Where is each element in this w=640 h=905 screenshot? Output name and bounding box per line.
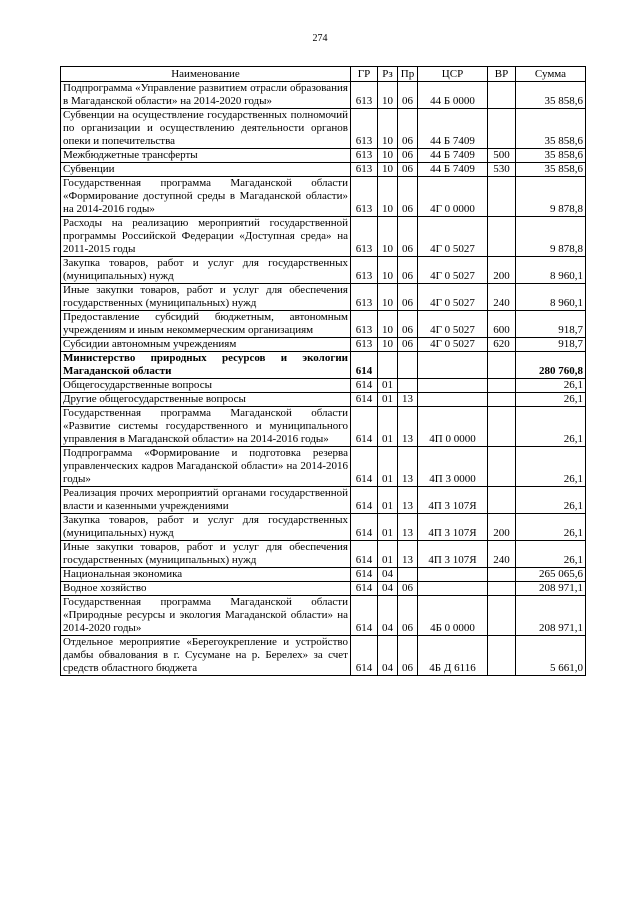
cell-vr: 600 bbox=[488, 311, 516, 338]
cell-csr: 44 Б 7409 bbox=[418, 149, 488, 163]
cell-pr: 06 bbox=[398, 596, 418, 636]
cell-gr: 614 bbox=[351, 541, 378, 568]
table-row bbox=[61, 487, 586, 514]
table-row bbox=[61, 338, 586, 352]
cell-gr: 613 bbox=[351, 109, 378, 149]
cell-csr: 4Г 0 5027 bbox=[418, 338, 488, 352]
table-row bbox=[61, 393, 586, 407]
cell-pr: 06 bbox=[398, 82, 418, 109]
cell-rz: 10 bbox=[378, 82, 398, 109]
cell-sum: 35 858,6 bbox=[516, 82, 586, 109]
cell-pr: 06 bbox=[398, 163, 418, 177]
cell-rz bbox=[378, 352, 398, 379]
cell-csr bbox=[418, 352, 488, 379]
cell-sum: 35 858,6 bbox=[516, 163, 586, 177]
cell-name: Общегосударственные вопросы bbox=[61, 379, 351, 393]
cell-pr: 06 bbox=[398, 217, 418, 257]
cell-gr: 613 bbox=[351, 163, 378, 177]
cell-csr: 44 Б 0000 bbox=[418, 82, 488, 109]
cell-pr: 06 bbox=[398, 636, 418, 676]
cell-vr bbox=[488, 568, 516, 582]
cell-pr bbox=[398, 568, 418, 582]
table-row bbox=[61, 514, 586, 541]
cell-pr: 06 bbox=[398, 338, 418, 352]
cell-csr: 4П 3 107Я bbox=[418, 487, 488, 514]
cell-name: Расходы на реализацию мероприятий государственной программы Российской Федерации «Доступная среда» на 2011-2015 годы bbox=[61, 217, 351, 257]
cell-vr: 200 bbox=[488, 514, 516, 541]
cell-vr: 200 bbox=[488, 257, 516, 284]
cell-name: Подпрограмма «Формирование и подготовка резерва управленческих кадров Магаданской области» на 2014-2016 годы» bbox=[61, 447, 351, 487]
cell-gr: 614 bbox=[351, 352, 378, 379]
cell-name: Государственная программа Магаданской области «Формирование доступной среды в Магаданской области» на 2014-2016 годы» bbox=[61, 177, 351, 217]
cell-vr bbox=[488, 177, 516, 217]
cell-vr: 620 bbox=[488, 338, 516, 352]
cell-rz: 10 bbox=[378, 149, 398, 163]
cell-pr: 06 bbox=[398, 257, 418, 284]
cell-pr: 13 bbox=[398, 487, 418, 514]
cell-pr: 06 bbox=[398, 311, 418, 338]
cell-gr: 613 bbox=[351, 82, 378, 109]
cell-rz: 01 bbox=[378, 379, 398, 393]
cell-gr: 614 bbox=[351, 568, 378, 582]
cell-gr: 614 bbox=[351, 582, 378, 596]
cell-sum: 26,1 bbox=[516, 407, 586, 447]
cell-vr: 500 bbox=[488, 149, 516, 163]
header-name: Наименование bbox=[61, 67, 351, 82]
cell-name: Водное хозяйство bbox=[61, 582, 351, 596]
cell-pr: 06 bbox=[398, 582, 418, 596]
cell-pr: 06 bbox=[398, 284, 418, 311]
header-sum: Сумма bbox=[516, 67, 586, 82]
cell-pr: 13 bbox=[398, 407, 418, 447]
table-row bbox=[61, 596, 586, 636]
cell-rz: 10 bbox=[378, 217, 398, 257]
table-row bbox=[61, 257, 586, 284]
cell-csr: 4П 3 107Я bbox=[418, 514, 488, 541]
cell-gr: 614 bbox=[351, 636, 378, 676]
cell-vr bbox=[488, 596, 516, 636]
cell-csr: 4Б 0 0000 bbox=[418, 596, 488, 636]
table-header-row bbox=[61, 67, 586, 82]
header-vr: ВР bbox=[488, 67, 516, 82]
cell-name: Иные закупки товаров, работ и услуг для обеспечения государственных (муниципальных) нужд bbox=[61, 541, 351, 568]
cell-vr bbox=[488, 636, 516, 676]
cell-gr: 614 bbox=[351, 407, 378, 447]
cell-sum: 918,7 bbox=[516, 311, 586, 338]
cell-pr: 06 bbox=[398, 149, 418, 163]
cell-csr bbox=[418, 393, 488, 407]
cell-rz: 10 bbox=[378, 109, 398, 149]
cell-rz: 10 bbox=[378, 338, 398, 352]
cell-csr: 44 Б 7409 bbox=[418, 163, 488, 177]
cell-rz: 04 bbox=[378, 568, 398, 582]
cell-rz: 01 bbox=[378, 487, 398, 514]
cell-name: Национальная экономика bbox=[61, 568, 351, 582]
cell-sum: 208 971,1 bbox=[516, 596, 586, 636]
cell-sum: 280 760,8 bbox=[516, 352, 586, 379]
cell-vr bbox=[488, 352, 516, 379]
cell-vr bbox=[488, 487, 516, 514]
cell-csr: 4П 0 0000 bbox=[418, 407, 488, 447]
cell-name: Предоставление субсидий бюджетным, автономным учреждениям и иным некоммерческим организациям bbox=[61, 311, 351, 338]
cell-sum: 35 858,6 bbox=[516, 109, 586, 149]
cell-sum: 9 878,8 bbox=[516, 217, 586, 257]
table-row bbox=[61, 541, 586, 568]
cell-pr: 13 bbox=[398, 393, 418, 407]
cell-pr bbox=[398, 352, 418, 379]
table-row bbox=[61, 149, 586, 163]
table-row bbox=[61, 582, 586, 596]
table-row bbox=[61, 447, 586, 487]
cell-name: Субвенции на осуществление государственных полномочий по организации и осуществлению деятельности органов опеки и попечительства bbox=[61, 109, 351, 149]
cell-vr bbox=[488, 582, 516, 596]
table-row bbox=[61, 82, 586, 109]
cell-csr: 4Б Д 6116 bbox=[418, 636, 488, 676]
cell-rz: 01 bbox=[378, 541, 398, 568]
cell-rz: 04 bbox=[378, 582, 398, 596]
page-number: 274 bbox=[312, 33, 328, 44]
cell-name: Государственная программа Магаданской области «Развитие системы государственного и муниципального управления в Магаданской области» на 2014-2016 годы» bbox=[61, 407, 351, 447]
cell-vr bbox=[488, 109, 516, 149]
table-row bbox=[61, 379, 586, 393]
cell-pr bbox=[398, 379, 418, 393]
cell-gr: 614 bbox=[351, 596, 378, 636]
cell-rz: 04 bbox=[378, 596, 398, 636]
table-body bbox=[61, 82, 586, 676]
cell-csr: 44 Б 7409 bbox=[418, 109, 488, 149]
cell-sum: 26,1 bbox=[516, 514, 586, 541]
budget-table bbox=[60, 66, 586, 676]
table-row bbox=[61, 568, 586, 582]
cell-csr: 4Г 0 5027 bbox=[418, 311, 488, 338]
cell-sum: 26,1 bbox=[516, 379, 586, 393]
cell-rz: 01 bbox=[378, 393, 398, 407]
cell-rz: 10 bbox=[378, 311, 398, 338]
table-row bbox=[61, 163, 586, 177]
table-row bbox=[61, 407, 586, 447]
cell-gr: 613 bbox=[351, 217, 378, 257]
cell-pr: 13 bbox=[398, 447, 418, 487]
table-row bbox=[61, 109, 586, 149]
cell-csr: 4Г 0 5027 bbox=[418, 257, 488, 284]
table-row bbox=[61, 284, 586, 311]
cell-csr bbox=[418, 379, 488, 393]
table-row bbox=[61, 311, 586, 338]
cell-csr: 4П 3 107Я bbox=[418, 541, 488, 568]
cell-vr bbox=[488, 217, 516, 257]
cell-gr: 614 bbox=[351, 487, 378, 514]
cell-name: Отдельное мероприятие «Берегоукрепление и устройство дамбы обвалования в г. Сусумане на р. Берелех» за счет средств областного бюджета bbox=[61, 636, 351, 676]
cell-pr: 06 bbox=[398, 109, 418, 149]
cell-rz: 10 bbox=[378, 163, 398, 177]
cell-vr bbox=[488, 379, 516, 393]
cell-csr bbox=[418, 582, 488, 596]
cell-name: Субвенции bbox=[61, 163, 351, 177]
cell-name: Другие общегосударственные вопросы bbox=[61, 393, 351, 407]
cell-rz: 10 bbox=[378, 177, 398, 217]
cell-name: Закупка товаров, работ и услуг для государственных (муниципальных) нужд bbox=[61, 514, 351, 541]
cell-name: Субсидии автономным учреждениям bbox=[61, 338, 351, 352]
cell-sum: 9 878,8 bbox=[516, 177, 586, 217]
cell-vr bbox=[488, 393, 516, 407]
table-row bbox=[61, 636, 586, 676]
cell-sum: 8 960,1 bbox=[516, 284, 586, 311]
cell-rz: 10 bbox=[378, 284, 398, 311]
cell-sum: 5 661,0 bbox=[516, 636, 586, 676]
table-row bbox=[61, 217, 586, 257]
cell-pr: 13 bbox=[398, 514, 418, 541]
cell-name: Министерство природных ресурсов и экологии Магаданской области bbox=[61, 352, 351, 379]
cell-name: Закупка товаров, работ и услуг для государственных (муниципальных) нужд bbox=[61, 257, 351, 284]
cell-sum: 918,7 bbox=[516, 338, 586, 352]
cell-gr: 613 bbox=[351, 149, 378, 163]
cell-name: Реализация прочих мероприятий органами государственной власти и казенными учреждениями bbox=[61, 487, 351, 514]
cell-vr: 240 bbox=[488, 284, 516, 311]
table-row bbox=[61, 177, 586, 217]
cell-rz: 04 bbox=[378, 636, 398, 676]
cell-vr bbox=[488, 447, 516, 487]
header-csr: ЦСР bbox=[418, 67, 488, 82]
header-gr: ГР bbox=[351, 67, 378, 82]
cell-name: Подпрограмма «Управление развитием отрасли образования в Магаданской области» на 2014-2020 годы» bbox=[61, 82, 351, 109]
cell-vr bbox=[488, 82, 516, 109]
cell-gr: 613 bbox=[351, 257, 378, 284]
header-pr: Пр bbox=[398, 67, 418, 82]
cell-vr: 240 bbox=[488, 541, 516, 568]
cell-gr: 613 bbox=[351, 311, 378, 338]
cell-gr: 613 bbox=[351, 338, 378, 352]
cell-vr: 530 bbox=[488, 163, 516, 177]
cell-rz: 01 bbox=[378, 407, 398, 447]
cell-csr: 4Г 0 5027 bbox=[418, 284, 488, 311]
cell-vr bbox=[488, 407, 516, 447]
cell-name: Иные закупки товаров, работ и услуг для обеспечения государственных (муниципальных) нужд bbox=[61, 284, 351, 311]
cell-sum: 208 971,1 bbox=[516, 582, 586, 596]
cell-csr: 4Г 0 5027 bbox=[418, 217, 488, 257]
cell-csr bbox=[418, 568, 488, 582]
cell-sum: 26,1 bbox=[516, 447, 586, 487]
header-rz: Рз bbox=[378, 67, 398, 82]
table-row bbox=[61, 352, 586, 379]
cell-sum: 26,1 bbox=[516, 487, 586, 514]
cell-name: Государственная программа Магаданской области «Природные ресурсы и экология Магаданской области» на 2014-2020 годы» bbox=[61, 596, 351, 636]
cell-rz: 01 bbox=[378, 514, 398, 541]
cell-csr: 4П 3 0000 bbox=[418, 447, 488, 487]
cell-pr: 13 bbox=[398, 541, 418, 568]
cell-pr: 06 bbox=[398, 177, 418, 217]
cell-gr: 614 bbox=[351, 393, 378, 407]
cell-gr: 614 bbox=[351, 379, 378, 393]
cell-gr: 614 bbox=[351, 447, 378, 487]
cell-gr: 613 bbox=[351, 284, 378, 311]
cell-sum: 265 065,6 bbox=[516, 568, 586, 582]
cell-rz: 10 bbox=[378, 257, 398, 284]
cell-sum: 8 960,1 bbox=[516, 257, 586, 284]
cell-sum: 35 858,6 bbox=[516, 149, 586, 163]
cell-gr: 614 bbox=[351, 514, 378, 541]
cell-sum: 26,1 bbox=[516, 393, 586, 407]
cell-name: Межбюджетные трансферты bbox=[61, 149, 351, 163]
cell-gr: 613 bbox=[351, 177, 378, 217]
cell-sum: 26,1 bbox=[516, 541, 586, 568]
cell-rz: 01 bbox=[378, 447, 398, 487]
cell-csr: 4Г 0 0000 bbox=[418, 177, 488, 217]
